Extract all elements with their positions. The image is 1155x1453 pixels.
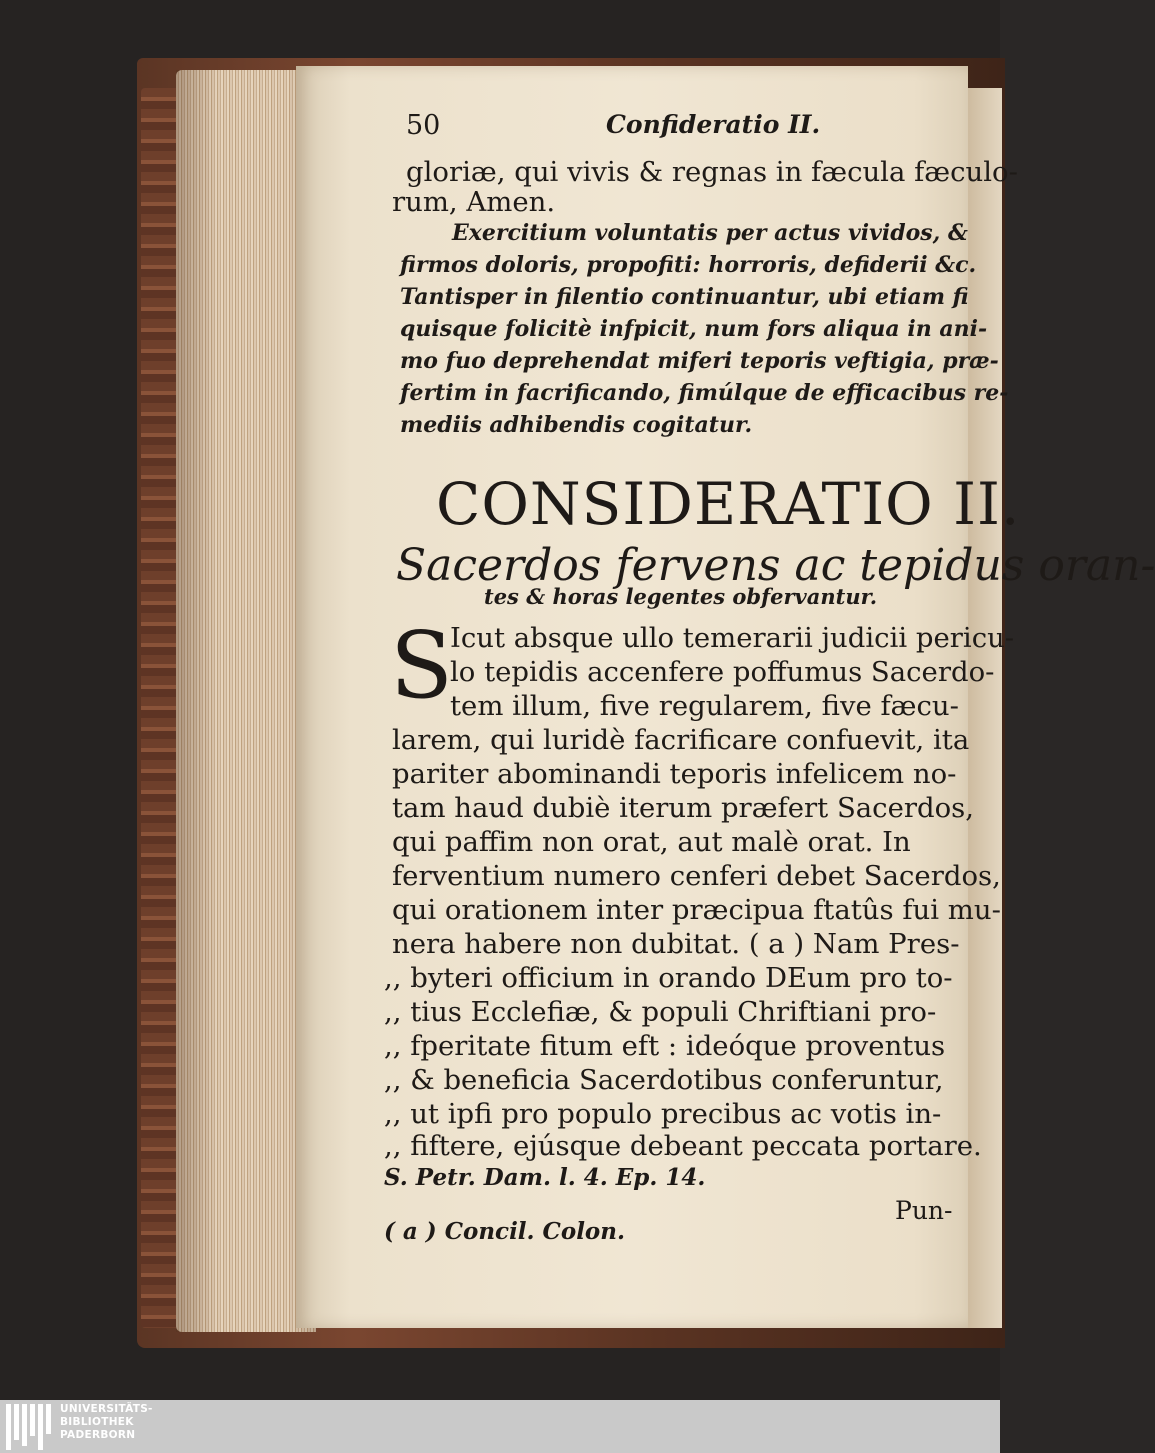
body-line: pariter abominandi teporis infelicem no- [392, 758, 957, 790]
exercitium-line: mediis adhibendis cogitatur. [400, 412, 753, 438]
body-line: tam haud dubiè iterum præfert Sacerdos, [392, 792, 975, 824]
body-line: lo tepidis accenfere poffumus Sacerdo- [450, 656, 995, 688]
body-line: qui paffim non orat, aut malè orat. In [392, 826, 911, 858]
text-line: gloriæ, qui vivis & regnas in fæcula fæculo- [406, 156, 1018, 188]
exercitium-line: Tantisper in filentio continuantur, ubi etiam fi [400, 284, 969, 310]
section-title: CONSIDERATIO II. [436, 470, 1021, 538]
body-line: larem, qui luridè facrificare confuevit, ita [392, 724, 970, 756]
section-subtitle: Sacerdos fervens ac tepidus oran- [396, 540, 1155, 591]
exercitium-line: fertim in facrificando, fimúlque de efficacibus re- [400, 380, 1009, 406]
library-name [60, 1403, 153, 1442]
library-logo-icon [6, 1404, 54, 1450]
page-edges [176, 70, 316, 1332]
running-head: Confideratio II. [606, 110, 821, 139]
quoted-line: ,, fperitate fitum eft : ideóque proventus [384, 1030, 946, 1062]
section-subtitle-cont: tes & horas legentes obfervantur. [484, 584, 878, 609]
library-footer-bar [0, 1400, 1000, 1453]
body-line: nera habere non dubitat. ( a ) Nam Pres- [392, 928, 960, 960]
quoted-line: ,, & beneficia Sacerdotibus conferuntur, [384, 1064, 944, 1096]
exercitium-line: mo fuo deprehendat miferi teporis veftigia, præ- [400, 348, 999, 374]
text-line: rum, Amen. [392, 186, 556, 218]
quoted-line: ,, ut ipfi pro populo precibus ac votis in- [384, 1098, 942, 1130]
quoted-line: ,, byteri officium in orando DEum pro to- [384, 962, 953, 994]
library-name-line: PADERBORN [60, 1429, 136, 1441]
body-line: Icut absque ullo temerarii judicii pericu- [450, 622, 1015, 654]
page-number: 50 [406, 110, 441, 141]
drop-cap: S [390, 612, 454, 719]
library-name-line: BIBLIOTHEK [60, 1416, 134, 1428]
exercitium-line: Exercitium voluntatis per actus vividos, & [452, 220, 968, 246]
body-line: qui orationem inter præcipua ftatûs fui mu- [392, 894, 1001, 926]
body-line: ferventium numero cenferi debet Sacerdos, [392, 860, 1001, 892]
citation: S. Petr. Dam. l. 4. Ep. 14. [384, 1164, 706, 1191]
body-line: tem illum, five regularem, five fæcu- [450, 690, 959, 722]
exercitium-line: firmos doloris, propofiti: horroris, defiderii &c. [400, 252, 977, 278]
catchword: Pun- [895, 1196, 953, 1225]
quoted-line: ,, tius Ecclefiæ, & populi Chriftiani pro- [384, 996, 937, 1028]
book-spine-edge [141, 88, 181, 1328]
exercitium-line: quisque folicitè infpicit, num fors aliqua in ani- [400, 316, 988, 342]
quoted-line: ,, fiftere, ejúsque debeant peccata portare. [384, 1130, 982, 1162]
footnote: ( a ) Concil. Colon. [384, 1218, 626, 1245]
library-name-line: UNIVERSITÄTS- [60, 1403, 153, 1415]
